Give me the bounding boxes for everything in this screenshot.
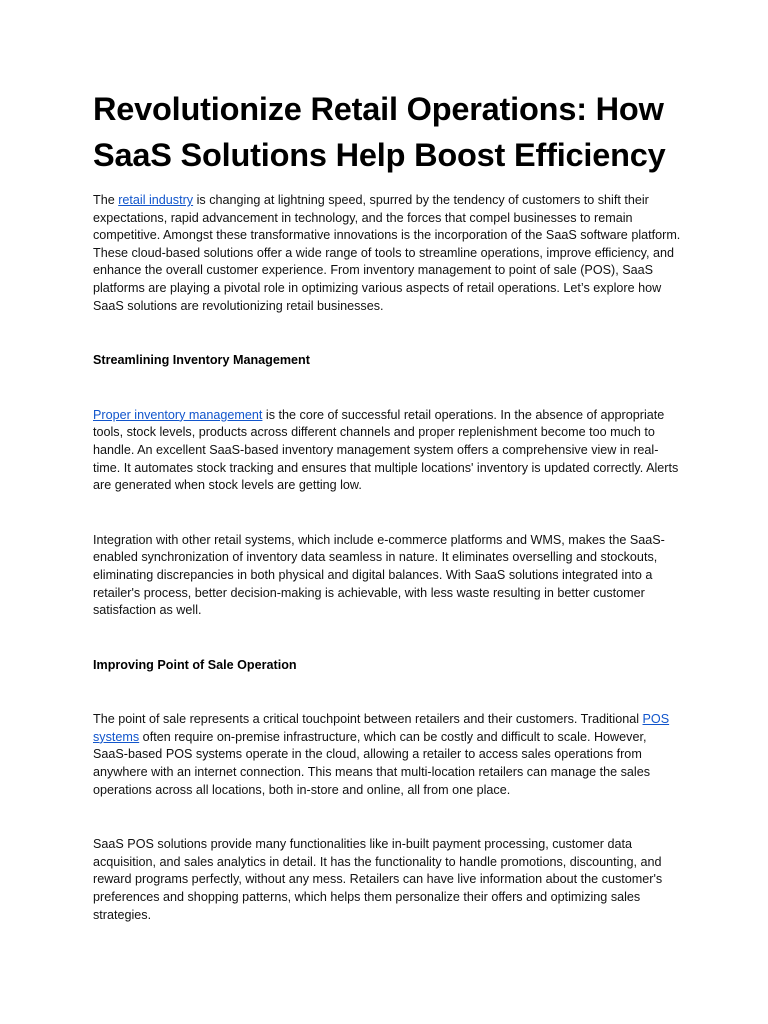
section-heading-pos: Improving Point of Sale Operation (93, 657, 297, 672)
pos-paragraph-1-rest: often require on-premise infrastructure, which can be costly and difficult to scale. However, SaaS-based POS systems operate in the cloud, allowing a retailer to access sales operations from anywhere with an internet connection. This means that multi-location retailers can manage the sales operations across all locations, both in-store and online, all from one place. (93, 729, 650, 797)
inventory-management-link[interactable]: Proper inventory management (93, 407, 263, 422)
intro-paragraph (93, 192, 683, 315)
intro-text-rest: is changing at lightning speed, spurred by the tendency of customers to shift their expectations, rapid advancement in technology, and the forces that compel businesses to remain competitive. Amongst these transformative innovations is the incorporation of the SaaS software platform. These cloud-based solutions offer a wide range of tools to streamline operations, improve efficiency, and enhance the overall customer experience. From inventory management to point of sale (POS), SaaS platforms are playing a pivotal role in optimizing various aspects of retail operations. Let’s explore how SaaS solutions are revolutionizing retail businesses. (93, 193, 681, 313)
inventory-paragraph-2: Integration with other retail systems, which include e-commerce platforms and WMS, makes the SaaS-enabled synchronization of inventory data seamless in nature. It eliminates overselling and stockouts, eliminating discrepancies in both physical and digital balances. With SaaS solutions integrated into a retailer's process, better decision-making is achievable, with less waste resulting in better customer satisfaction as well. (93, 532, 665, 618)
intro-text-start: The (93, 193, 119, 207)
retail-industry-link[interactable]: retail industry (118, 193, 194, 207)
inventory-paragraph-1-text: is the core of successful retail operations. In the absence of appropriate tools, stock levels, products across different channels and proper replenishment become too much to handle. An excellent SaaS-based inventory management system offers a comprehensive view in real-time. It automates stock tracking and ensures that multiple locations' inventory is updated correctly. Alerts are generated when stock levels are getting low. (93, 407, 679, 493)
pos-paragraph-1 (93, 711, 683, 799)
document-page (93, 86, 683, 924)
section-heading-inventory: Streamlining Inventory Management (93, 353, 310, 368)
article-title: Revolutionize Retail Operations: How SaaS Solutions Help Boost Efficiency (93, 91, 666, 173)
pos-paragraph-1-start: The point of sale represents a critical touchpoint between retailers and their customers. Traditional (93, 712, 643, 727)
inventory-paragraph-1 (93, 407, 683, 495)
pos-paragraph-2: SaaS POS solutions provide many functionalities like in-built payment processing, customer data acquisition, and sales analytics in detail. It has the functionality to handle promotions, discounting, and reward programs perfectly, without any mess. Retailers can have live information about the customer's preferences and shopping patterns, which helps them personalize their offers and optimizing sales strategies. (93, 837, 663, 922)
pos-systems-link[interactable]: POS systems (93, 712, 670, 744)
